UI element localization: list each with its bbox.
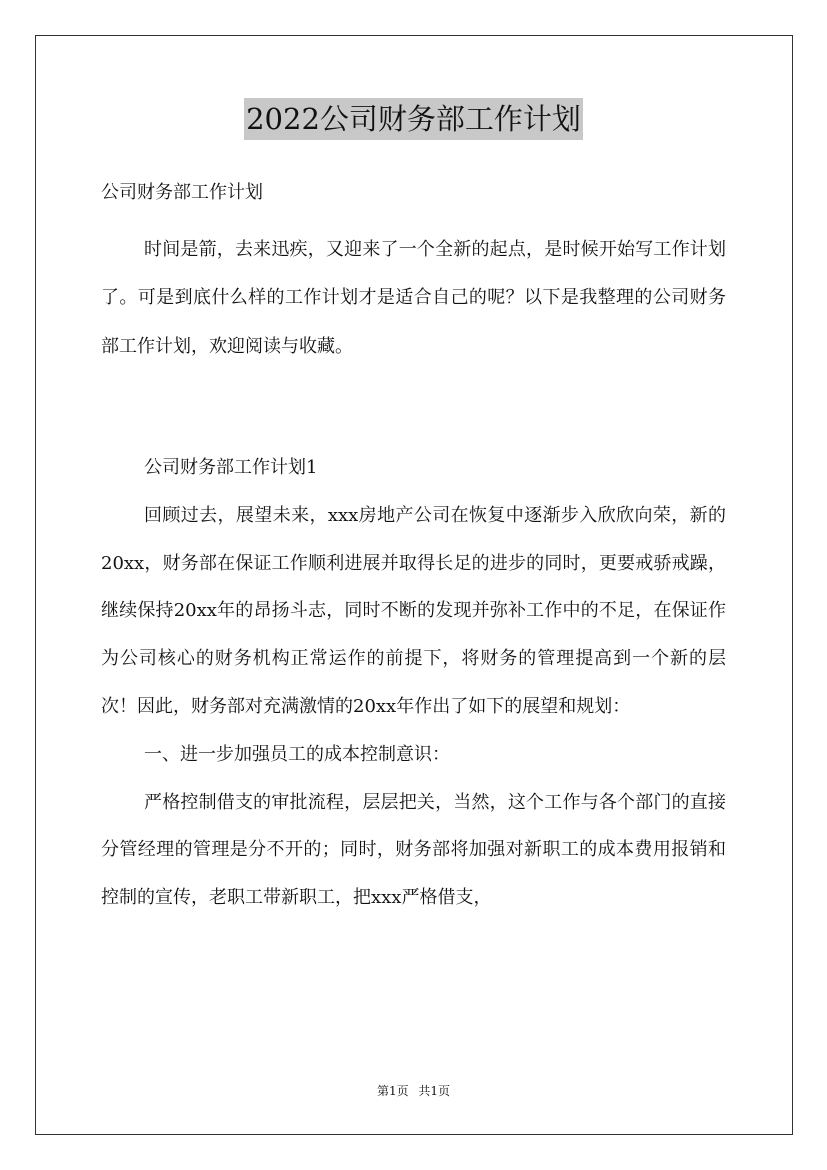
section-block — [101, 444, 726, 922]
document-title-wrap — [0, 98, 827, 140]
intro-paragraph: 时间是箭，去来迅疾，又迎来了一个全新的起点，是时候开始写工作计划了。可是到底什么样的工作计划才是适合自己的呢？以下是我整理的公司财务部工作计划，欢迎阅读与收藏。 — [101, 239, 726, 357]
document-subtitle: 公司财务部工作计划 — [101, 182, 263, 203]
section-paragraph: 回顾过去，展望未来，xxx房地产公司在恢复中逐渐步入欣欣向荣，新的20xx，财务部在保证工作顺利进展并取得长足的进步的同时，更要戒骄戒躁，继续保持20xx年的昂扬斗志，同时不断的发现并弥补工作中的不足，在保证作为公司核心的财务机构正常运作的前提下，将财务的管理提高到一个新的层次！因此，财务部对充满激情的20xx年作出了如下的展望和规划： — [101, 504, 726, 717]
document-title: 2022公司财务部工作计划 — [244, 98, 583, 140]
page-total: 共1页 — [418, 1084, 451, 1098]
section-heading: 公司财务部工作计划1 — [144, 457, 318, 478]
item-paragraph: 严格控制借支的审批流程，层层把关，当然，这个工作与各个部门的直接分管经理的管理是分不开的；同时，财务部将加强对新职工的成本费用报销和控制的宣传，老职工带新职工，把xxx严格借支， — [101, 791, 726, 909]
page-number: 第1页 — [376, 1084, 409, 1098]
page-footer — [0, 1083, 827, 1099]
intro-block — [101, 226, 726, 371]
item-heading: 一、进一步加强员工的成本控制意识： — [144, 743, 450, 765]
